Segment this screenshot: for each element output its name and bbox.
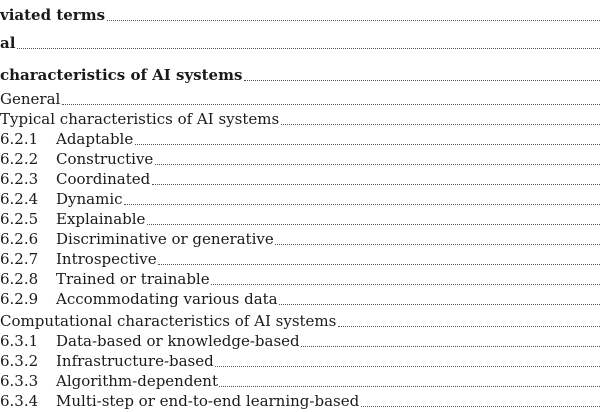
toc-entry-number: 6.3.1: [0, 332, 39, 350]
toc-entry-title: Coordinated: [56, 170, 151, 188]
toc-entry[interactable]: [0, 34, 600, 54]
toc-entry-title: Dynamic: [56, 190, 123, 208]
toc-entry[interactable]: [0, 190, 600, 210]
toc-entry[interactable]: [0, 90, 600, 110]
toc-entry-text: [0, 210, 146, 228]
toc-dot-leader: [155, 164, 600, 165]
toc-entry[interactable]: [0, 392, 600, 412]
toc-entry-title: General: [0, 90, 61, 108]
toc-entry-number: 6.2.8: [0, 270, 39, 288]
toc-entry-text: [0, 170, 151, 188]
toc-dot-leader: [338, 326, 600, 327]
toc-entry-text: [0, 250, 158, 268]
toc-entry[interactable]: [0, 150, 600, 170]
toc-entry-text: [0, 6, 106, 24]
toc-dot-leader: [62, 104, 600, 105]
toc-entry-text: [0, 150, 154, 168]
toc-dot-leader: [301, 346, 600, 347]
toc-dot-leader: [158, 264, 600, 265]
toc-dot-leader: [281, 124, 600, 125]
toc-entry-text: [0, 270, 211, 288]
toc-entry-number: 6.2.9: [0, 290, 39, 308]
toc-dot-leader: [135, 144, 600, 145]
toc-entry-number: 6.2.1: [0, 130, 39, 148]
toc-entry-title: Data-based or knowledge-based: [56, 332, 300, 350]
toc-entry-text: [0, 190, 124, 208]
toc-entry[interactable]: [0, 66, 600, 86]
toc-entry[interactable]: [0, 230, 600, 250]
toc-dot-leader: [215, 366, 600, 367]
toc-entry[interactable]: [0, 130, 600, 150]
toc-entry-text: [0, 90, 61, 108]
toc-entry[interactable]: [0, 250, 600, 270]
toc-dot-leader: [211, 284, 600, 285]
toc-entry[interactable]: [0, 110, 600, 130]
toc-entry-title: Discriminative or generative: [56, 230, 274, 248]
toc-entry-title: Introspective: [56, 250, 157, 268]
toc-entry-number: 6.2.6: [0, 230, 39, 248]
toc-dot-leader: [124, 204, 600, 205]
toc-entry-number: 6.2.2: [0, 150, 39, 168]
toc-dot-leader: [152, 184, 600, 185]
toc-entry-title: Multi-step or end-to-end learning-based: [56, 392, 360, 410]
toc-entry[interactable]: [0, 210, 600, 230]
toc-entry-title: Constructive: [56, 150, 154, 168]
toc-dot-leader: [219, 386, 600, 387]
toc-dot-leader: [17, 48, 600, 49]
toc-dot-leader: [275, 244, 600, 245]
toc-entry-text: [0, 34, 16, 52]
toc-entry-title: Explainable: [56, 210, 146, 228]
toc-entry-title: characteristics of AI systems: [0, 66, 243, 84]
toc-entry-number: 6.3.4: [0, 392, 39, 410]
toc-entry-title: Algorithm-dependent: [56, 372, 218, 390]
toc-entry-title: Adaptable: [56, 130, 134, 148]
toc-entry-number: 6.3.2: [0, 352, 39, 370]
toc-entry[interactable]: [0, 352, 600, 372]
toc-entry-title: al: [0, 34, 16, 52]
toc-entry-number: 6.2.5: [0, 210, 39, 228]
toc-entry[interactable]: [0, 290, 600, 310]
toc-entry-number: 6.2.7: [0, 250, 39, 268]
toc-entry-text: [0, 130, 134, 148]
toc-entry[interactable]: [0, 372, 600, 392]
toc-entry-text: [0, 372, 219, 390]
toc-dot-leader: [244, 80, 600, 81]
toc-entry-title: Infrastructure-based: [56, 352, 214, 370]
toc-entry-text: [0, 332, 301, 350]
toc-entry-text: [0, 352, 215, 370]
toc-entry-text: [0, 230, 275, 248]
toc-entry-text: [0, 290, 279, 308]
toc-entry-number: 6.2.4: [0, 190, 39, 208]
toc-entry-text: [0, 312, 337, 330]
toc-dot-leader: [147, 224, 600, 225]
toc-entry[interactable]: [0, 270, 600, 290]
toc-entry-title: viated terms: [0, 6, 106, 24]
toc-entry-number: 6.2.3: [0, 170, 39, 188]
toc-dot-leader: [361, 406, 600, 407]
toc-entry-title: Computational characteristics of AI systems: [0, 312, 337, 330]
toc-entry-text: [0, 392, 360, 410]
toc-entry-title: Typical characteristics of AI systems: [0, 110, 280, 128]
toc-entry-text: [0, 66, 243, 84]
toc-entry[interactable]: [0, 6, 600, 26]
toc-entry-number: 6.3.3: [0, 372, 39, 390]
toc-dot-leader: [279, 304, 600, 305]
toc-entry[interactable]: [0, 312, 600, 332]
toc-entry[interactable]: [0, 332, 600, 352]
toc-entry-title: Trained or trainable: [56, 270, 210, 288]
toc-entry[interactable]: [0, 170, 600, 190]
toc-entry-title: Accommodating various data: [56, 290, 278, 308]
toc-dot-leader: [107, 20, 600, 21]
toc-entry-text: [0, 110, 280, 128]
